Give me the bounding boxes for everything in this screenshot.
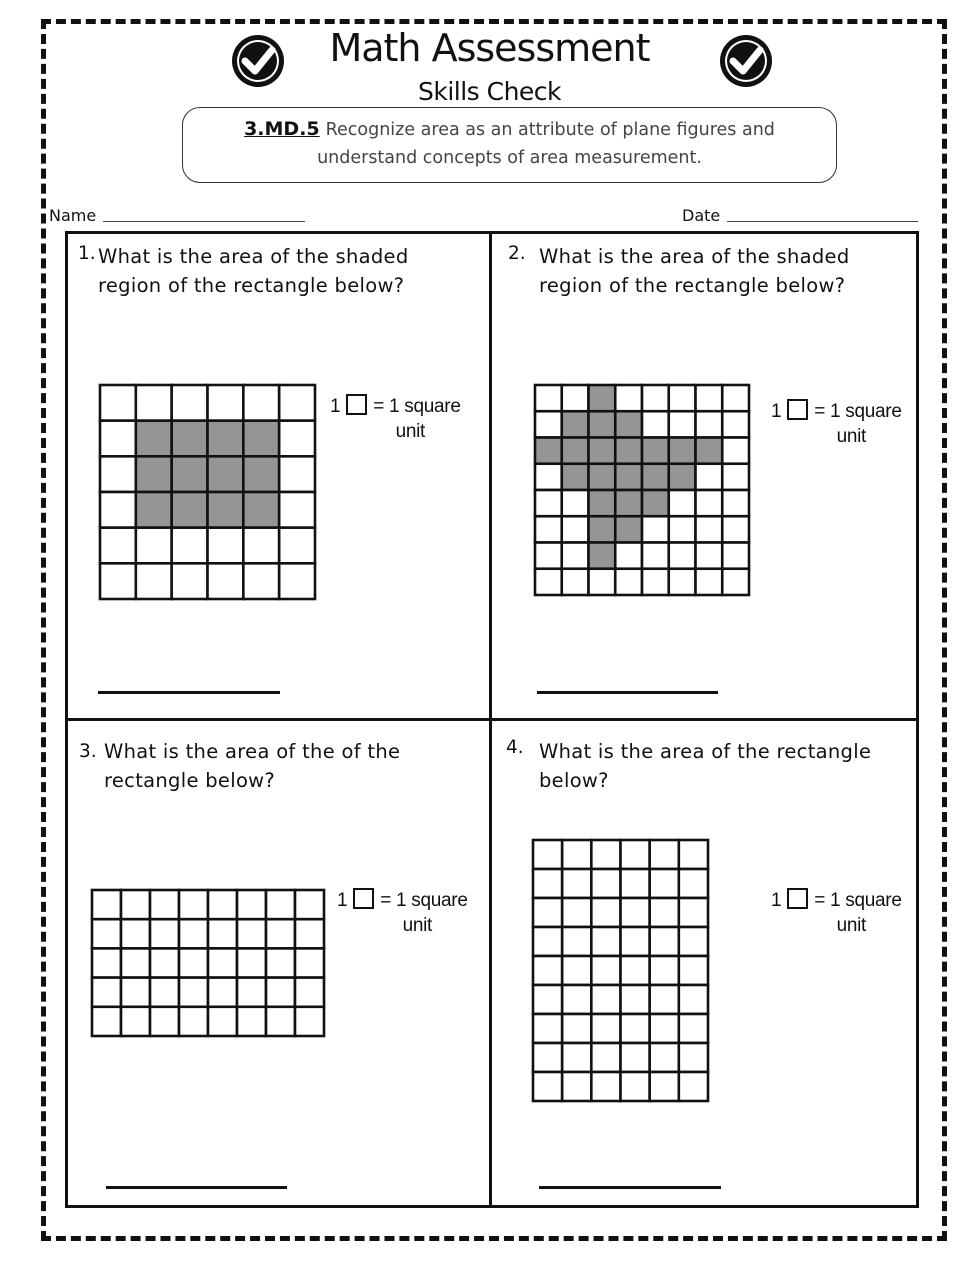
grid-cell [621,956,650,985]
grid-cell [179,890,208,919]
name-field[interactable] [103,221,305,222]
grid-cell [722,411,749,437]
grid-cell [266,890,295,919]
standard-box [182,107,837,183]
grid-cell [172,385,208,421]
legend-equals: = 1 square [373,396,461,417]
grid-cell [266,978,295,1007]
grid-cell [237,890,266,919]
standard-description-line2: understand concepts of area measurement. [317,148,702,168]
question-4-grid [533,840,708,1101]
question-3-legend [337,888,468,938]
grid-cell [279,385,315,421]
grid-cell [562,840,591,869]
shaded-grid-cell [136,456,172,492]
date-field[interactable] [727,221,918,222]
grid-cell [642,516,669,542]
shaded-grid-cell [589,385,616,411]
question-3-answer-line[interactable] [106,1186,287,1189]
grid-cell [722,543,749,569]
grid-cell [535,569,562,595]
shaded-grid-cell [696,438,723,464]
grid-cell [179,948,208,977]
shaded-grid-cell [243,421,279,457]
shaded-grid-cell [136,492,172,528]
question-4-line2: below? [539,769,609,792]
legend-unit: unit [395,421,426,442]
grid-cell [266,948,295,977]
grid-cell [533,898,562,927]
unit-square-icon [346,394,367,415]
grid-cell [621,869,650,898]
grid-cell [679,840,708,869]
unit-square-icon [353,888,374,909]
shaded-grid-cell [589,490,616,516]
date-label: Date [682,206,721,225]
grid-cell [650,956,679,985]
question-4-legend [771,888,902,938]
legend-unit: unit [402,915,433,936]
shaded-grid-cell [615,516,642,542]
grid-cell [136,528,172,564]
grid-cell [92,1007,121,1036]
grid-cell [679,1043,708,1072]
grid-cell [650,840,679,869]
grid-cell [669,543,696,569]
grid-cell [650,1072,679,1101]
shaded-grid-cell [535,438,562,464]
shaded-grid-cell [172,421,208,457]
grid-cell [535,516,562,542]
grid-cell [722,569,749,595]
grid-cell [535,411,562,437]
legend-unit: unit [836,426,867,447]
standard-description-line1: Recognize area as an attribute of plane figures and [325,120,775,140]
shaded-grid-cell [589,516,616,542]
question-3-line2: rectangle below? [104,769,276,792]
shaded-grid-cell [642,490,669,516]
grid-cell [208,563,244,599]
page-subtitle: Skills Check [417,77,562,106]
grid-cell [533,1072,562,1101]
grid-cell [295,890,324,919]
grid-cell [150,948,179,977]
grid-cell [591,1014,620,1043]
grid-cell [92,978,121,1007]
question-2-legend [771,399,902,449]
grid-cell [642,385,669,411]
grid-cell [562,1014,591,1043]
grid-cell [100,528,136,564]
grid-cell [615,569,642,595]
grid-cell [615,385,642,411]
grid-cell [562,898,591,927]
grid-cell [562,569,589,595]
grid-cell [591,840,620,869]
grid-cell [650,927,679,956]
grid-cell [208,385,244,421]
grid-cell [533,927,562,956]
grid-cell [669,569,696,595]
grid-cell [279,492,315,528]
legend-unit: unit [836,915,867,936]
question-1-text [98,242,409,300]
grid-cell [208,1007,237,1036]
grid-cell [237,948,266,977]
grid-cell [150,919,179,948]
name-label: Name [49,206,97,225]
grid-cell [92,948,121,977]
shaded-grid-cell [172,492,208,528]
grid-cell [208,890,237,919]
grid-cell [279,563,315,599]
grid-cell [533,840,562,869]
grid-cell [621,898,650,927]
grid-cell [535,543,562,569]
grid-cell [650,1043,679,1072]
grid-cell [533,869,562,898]
shaded-grid-cell [642,464,669,490]
shaded-grid-cell [615,490,642,516]
grid-cell [243,528,279,564]
shaded-grid-cell [589,438,616,464]
grid-cell [179,978,208,1007]
grid-cell [696,569,723,595]
grid-cell [615,543,642,569]
grid-cell [295,919,324,948]
standard-code: 3.MD.5 [244,118,320,140]
grid-cell [100,385,136,421]
grid-cell [279,528,315,564]
grid-cell [642,411,669,437]
grid-cell [650,985,679,1014]
question-4-number: 4. [506,737,524,758]
grid-cell [722,464,749,490]
grid-cell [172,528,208,564]
grid-cell [100,563,136,599]
grid-cell [679,869,708,898]
grid-cell [679,1014,708,1043]
question-3-number: 3. [79,741,97,762]
grid-cell [650,898,679,927]
grid-cell [243,563,279,599]
grid-cell [696,516,723,542]
shaded-grid-cell [208,421,244,457]
shaded-grid-cell [208,456,244,492]
shaded-grid-cell [243,456,279,492]
grid-cell [535,464,562,490]
grid-cell [179,1007,208,1036]
grid-cell [150,978,179,1007]
grid-cell [295,948,324,977]
grid-cell [533,1014,562,1043]
grid-cell [243,385,279,421]
grid-cell [208,978,237,1007]
grid-cell [722,385,749,411]
grid-cell [591,956,620,985]
grid-cell [591,869,620,898]
grid-cell [172,563,208,599]
shaded-grid-cell [562,411,589,437]
grid-cell [679,956,708,985]
unit-square-icon [787,399,808,420]
question-2-line1: What is the area of the shaded [539,245,850,268]
grid-cell [562,516,589,542]
shaded-grid-cell [562,464,589,490]
grid-cell [100,421,136,457]
grid-cell [621,985,650,1014]
question-1-grid [100,385,315,599]
grid-cell [136,385,172,421]
shaded-grid-cell [615,438,642,464]
grid-cell [121,1007,150,1036]
grid-cell [621,1072,650,1101]
grid-cell [136,563,172,599]
grid-cell [621,1043,650,1072]
grid-cell [591,1072,620,1101]
question-2-text [539,242,850,300]
grid-cell [669,385,696,411]
grid-cell [696,385,723,411]
grid-cell [621,840,650,869]
legend-one: 1 [771,890,782,911]
grid-cell [150,890,179,919]
grid-cell [92,890,121,919]
question-2-answer-line[interactable] [537,691,718,694]
grid-cell [121,890,150,919]
grid-cell [237,978,266,1007]
question-4-line1: What is the area of the rectangle [539,740,872,763]
grid-cell [591,927,620,956]
grid-cell [696,490,723,516]
grid-cell [642,543,669,569]
grid-cell [562,543,589,569]
grid-cell [591,898,620,927]
grid-cell [179,919,208,948]
legend-one: 1 [337,890,348,911]
grid-cell [535,385,562,411]
page-title: Math Assessment [329,26,650,70]
shaded-grid-cell [589,464,616,490]
grid-cell [679,927,708,956]
grid-cell [722,438,749,464]
grid-cell [589,569,616,595]
shaded-grid-cell [589,543,616,569]
grid-cell [679,985,708,1014]
question-3-line1: What is the area of the of the [104,740,401,763]
question-1-number: 1. [78,243,96,264]
grid-cell [562,1043,591,1072]
grid-cell [621,1014,650,1043]
shaded-grid-cell [172,456,208,492]
grid-cell [279,456,315,492]
question-1-answer-line[interactable] [98,691,280,694]
shaded-grid-cell [589,411,616,437]
grid-cell [650,869,679,898]
shaded-grid-cell [669,464,696,490]
horizontal-divider [65,718,919,721]
grid-cell [591,985,620,1014]
grid-cell [279,421,315,457]
grid-cell [533,985,562,1014]
grid-cell [121,919,150,948]
grid-cell [533,1043,562,1072]
question-1-line2: region of the rectangle below? [98,274,405,297]
legend-equals: = 1 square [380,890,468,911]
question-2-number: 2. [508,243,526,264]
grid-cell [237,919,266,948]
grid-cell [669,490,696,516]
shaded-grid-cell [208,492,244,528]
grid-cell [562,385,589,411]
grid-cell [562,490,589,516]
question-2-line2: region of the rectangle below? [539,274,846,297]
question-1-line1: What is the area of the shaded [98,245,409,268]
question-3-text [104,737,400,795]
shaded-grid-cell [642,438,669,464]
legend-one: 1 [771,401,782,422]
grid-cell [121,978,150,1007]
grid-cell [650,1014,679,1043]
legend-one: 1 [330,396,341,417]
grid-cell [621,927,650,956]
grid-cell [669,411,696,437]
grid-cell [722,490,749,516]
shaded-grid-cell [615,411,642,437]
grid-cell [696,464,723,490]
grid-cell [591,1043,620,1072]
shaded-grid-cell [136,421,172,457]
grid-cell [562,869,591,898]
grid-cell [679,1072,708,1101]
grid-cell [535,490,562,516]
grid-cell [208,948,237,977]
unit-square-icon [787,888,808,909]
grid-cell [150,1007,179,1036]
question-4-answer-line[interactable] [539,1186,721,1189]
legend-equals: = 1 square [814,401,902,422]
question-2-grid [535,385,749,595]
grid-cell [533,956,562,985]
shaded-grid-cell [669,438,696,464]
grid-cell [237,1007,266,1036]
grid-cell [696,411,723,437]
grid-cell [208,919,237,948]
grid-cell [100,492,136,528]
grid-cell [92,919,121,948]
grid-cell [266,1007,295,1036]
shaded-grid-cell [243,492,279,528]
shaded-grid-cell [615,464,642,490]
grid-cell [722,516,749,542]
grid-cell [562,1072,591,1101]
shaded-grid-cell [562,438,589,464]
grid-cell [562,956,591,985]
standard-text [183,115,836,172]
grid-cell [121,948,150,977]
grid-cell [696,543,723,569]
question-3-grid [92,890,324,1036]
grid-cell [295,978,324,1007]
grid-cell [295,1007,324,1036]
grid-cell [100,456,136,492]
question-1-legend [330,394,461,444]
legend-equals: = 1 square [814,890,902,911]
grid-cell [266,919,295,948]
grid-cell [562,985,591,1014]
grid-cell [669,516,696,542]
question-4-text [539,737,871,795]
grid-cell [562,927,591,956]
grid-cell [208,528,244,564]
grid-cell [642,569,669,595]
grid-cell [679,898,708,927]
